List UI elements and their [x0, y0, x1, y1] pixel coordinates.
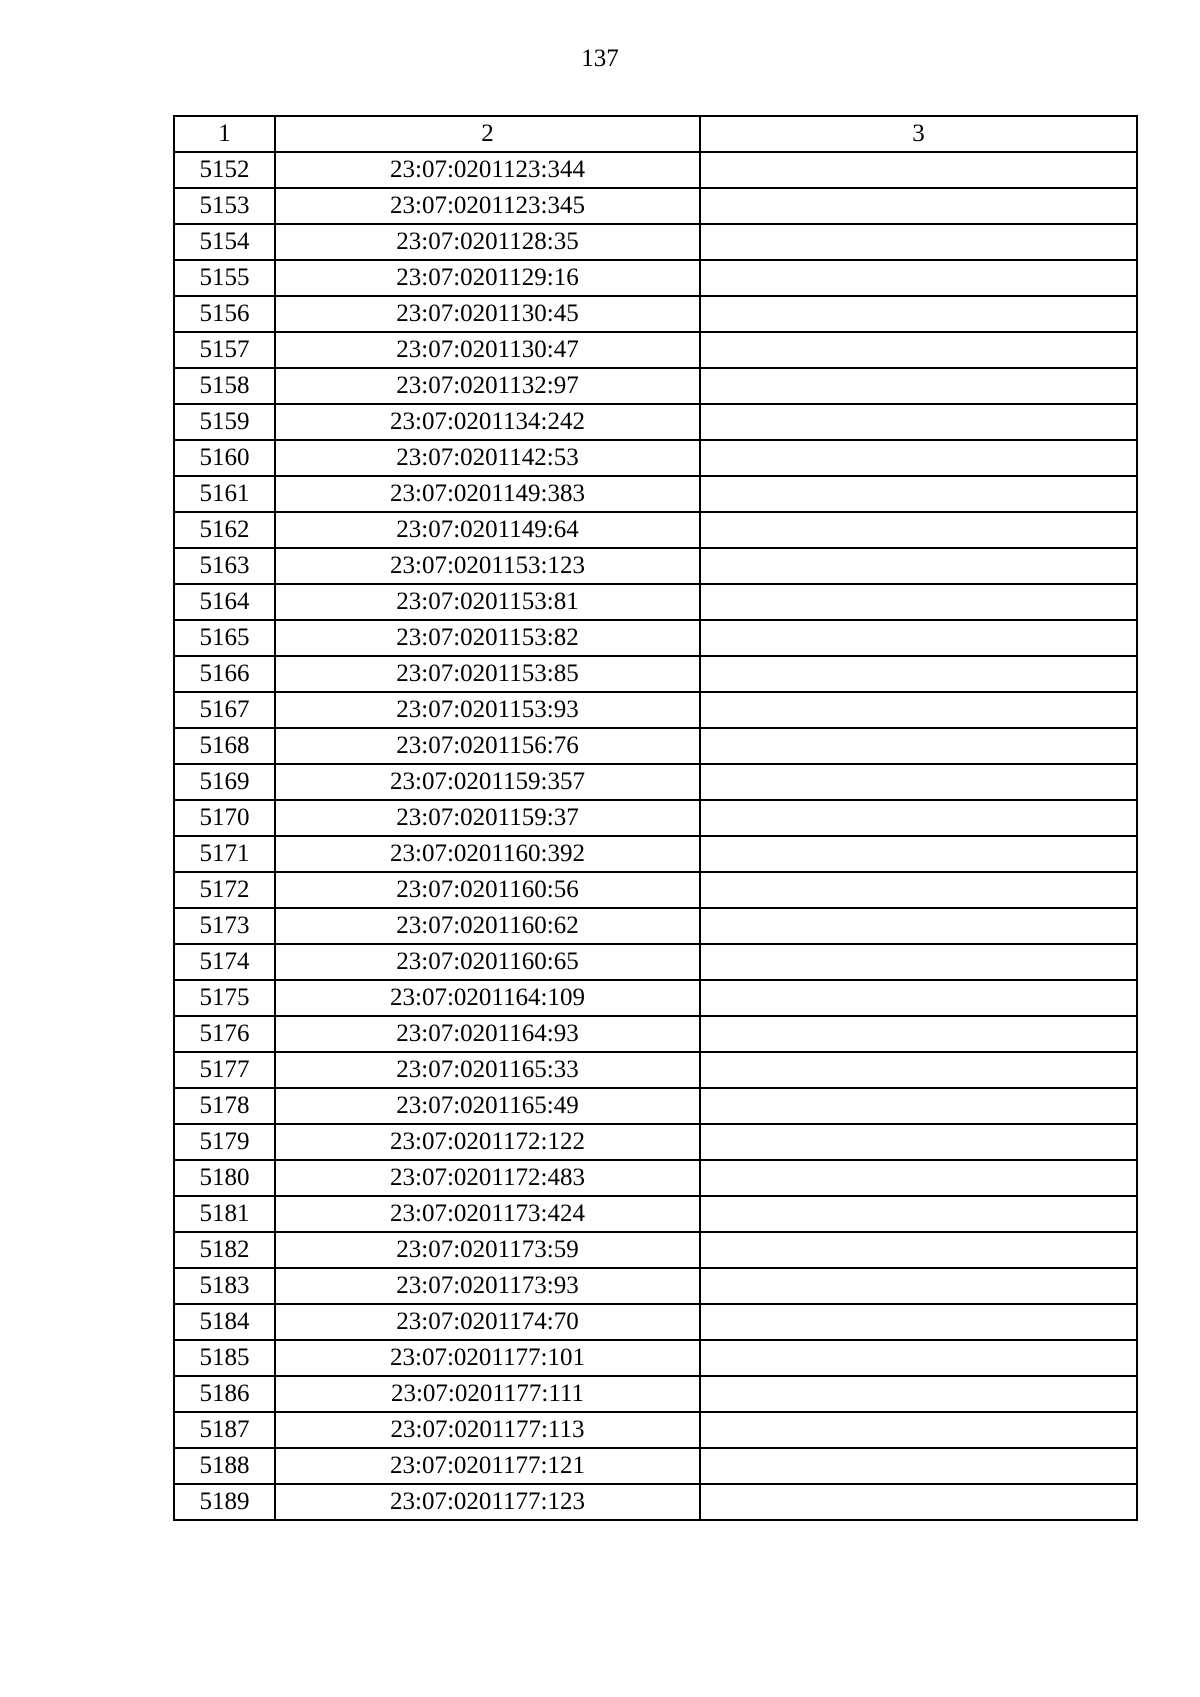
column-header-1: 1 — [174, 116, 275, 152]
row-number-cell: 5159 — [174, 404, 275, 440]
row-number-cell: 5169 — [174, 764, 275, 800]
cadastral-number-cell: 23:07:0201132:97 — [275, 368, 700, 404]
row-number-cell: 5164 — [174, 584, 275, 620]
row-number-cell: 5181 — [174, 1196, 275, 1232]
table-row — [174, 1196, 1137, 1232]
column-3-cell — [700, 1412, 1137, 1448]
table-row — [174, 1160, 1137, 1196]
table-row — [174, 980, 1137, 1016]
table-row — [174, 404, 1137, 440]
column-3-cell — [700, 944, 1137, 980]
table-row — [174, 1124, 1137, 1160]
row-number-cell: 5176 — [174, 1016, 275, 1052]
cadastral-number-cell: 23:07:0201160:65 — [275, 944, 700, 980]
row-number-cell: 5171 — [174, 836, 275, 872]
table-row — [174, 1088, 1137, 1124]
column-3-cell — [700, 980, 1137, 1016]
cadastral-number-cell: 23:07:0201160:392 — [275, 836, 700, 872]
column-3-cell — [700, 368, 1137, 404]
cadastral-number-cell: 23:07:0201164:93 — [275, 1016, 700, 1052]
column-3-cell — [700, 764, 1137, 800]
cadastral-number-cell: 23:07:0201164:109 — [275, 980, 700, 1016]
row-number-cell: 5177 — [174, 1052, 275, 1088]
column-3-cell — [700, 620, 1137, 656]
row-number-cell: 5158 — [174, 368, 275, 404]
column-3-cell — [700, 656, 1137, 692]
column-3-cell — [700, 512, 1137, 548]
cadastral-number-table — [173, 115, 1138, 1521]
row-number-cell: 5167 — [174, 692, 275, 728]
table-row — [174, 476, 1137, 512]
row-number-cell: 5178 — [174, 1088, 275, 1124]
row-number-cell: 5175 — [174, 980, 275, 1016]
row-number-cell: 5188 — [174, 1448, 275, 1484]
row-number-cell: 5155 — [174, 260, 275, 296]
cadastral-number-cell: 23:07:0201177:113 — [275, 1412, 700, 1448]
cadastral-number-cell: 23:07:0201153:85 — [275, 656, 700, 692]
cadastral-number-cell: 23:07:0201177:101 — [275, 1340, 700, 1376]
column-3-cell — [700, 1232, 1137, 1268]
row-number-cell: 5157 — [174, 332, 275, 368]
column-3-cell — [700, 1340, 1137, 1376]
cadastral-number-cell: 23:07:0201173:59 — [275, 1232, 700, 1268]
table-row — [174, 224, 1137, 260]
table-row — [174, 872, 1137, 908]
column-3-cell — [700, 152, 1137, 188]
column-3-cell — [700, 1160, 1137, 1196]
table-row — [174, 800, 1137, 836]
table-row — [174, 692, 1137, 728]
table-row — [174, 152, 1137, 188]
row-number-cell: 5173 — [174, 908, 275, 944]
row-number-cell: 5185 — [174, 1340, 275, 1376]
row-number-cell: 5189 — [174, 1484, 275, 1520]
column-3-cell — [700, 188, 1137, 224]
row-number-cell: 5174 — [174, 944, 275, 980]
column-3-cell — [700, 332, 1137, 368]
cadastral-number-cell: 23:07:0201177:123 — [275, 1484, 700, 1520]
table-row — [174, 1304, 1137, 1340]
cadastral-number-cell: 23:07:0201177:111 — [275, 1376, 700, 1412]
table-row — [174, 764, 1137, 800]
cadastral-number-cell: 23:07:0201177:121 — [275, 1448, 700, 1484]
row-number-cell: 5187 — [174, 1412, 275, 1448]
cadastral-number-cell: 23:07:0201123:345 — [275, 188, 700, 224]
table-row — [174, 332, 1137, 368]
column-3-cell — [700, 584, 1137, 620]
table-row — [174, 296, 1137, 332]
table-row — [174, 836, 1137, 872]
row-number-cell: 5154 — [174, 224, 275, 260]
row-number-cell: 5161 — [174, 476, 275, 512]
table-row — [174, 188, 1137, 224]
table-row — [174, 1412, 1137, 1448]
cadastral-number-cell: 23:07:0201172:483 — [275, 1160, 700, 1196]
row-number-cell: 5153 — [174, 188, 275, 224]
page-number: 137 — [581, 45, 619, 72]
cadastral-number-cell: 23:07:0201153:81 — [275, 584, 700, 620]
cadastral-number-cell: 23:07:0201149:64 — [275, 512, 700, 548]
table-row — [174, 620, 1137, 656]
column-3-cell — [700, 1088, 1137, 1124]
cadastral-number-cell: 23:07:0201153:93 — [275, 692, 700, 728]
column-3-cell — [700, 1304, 1137, 1340]
row-number-cell: 5182 — [174, 1232, 275, 1268]
cadastral-number-cell: 23:07:0201173:93 — [275, 1268, 700, 1304]
column-3-cell — [700, 1196, 1137, 1232]
cadastral-number-cell: 23:07:0201159:357 — [275, 764, 700, 800]
row-number-cell: 5168 — [174, 728, 275, 764]
row-number-cell: 5163 — [174, 548, 275, 584]
column-3-cell — [700, 800, 1137, 836]
column-3-cell — [700, 1016, 1137, 1052]
table-row — [174, 1016, 1137, 1052]
cadastral-number-cell: 23:07:0201159:37 — [275, 800, 700, 836]
column-3-cell — [700, 692, 1137, 728]
column-3-cell — [700, 836, 1137, 872]
column-header-2: 2 — [275, 116, 700, 152]
row-number-cell: 5172 — [174, 872, 275, 908]
table-row — [174, 944, 1137, 980]
row-number-cell: 5179 — [174, 1124, 275, 1160]
table-row — [174, 908, 1137, 944]
table-row — [174, 1268, 1137, 1304]
column-3-cell — [700, 1124, 1137, 1160]
cadastral-number-cell: 23:07:0201134:242 — [275, 404, 700, 440]
table-row — [174, 1340, 1137, 1376]
cadastral-number-cell: 23:07:0201128:35 — [275, 224, 700, 260]
row-number-cell: 5162 — [174, 512, 275, 548]
table-row — [174, 728, 1137, 764]
cadastral-number-cell: 23:07:0201142:53 — [275, 440, 700, 476]
cadastral-number-cell: 23:07:0201130:45 — [275, 296, 700, 332]
cadastral-number-cell: 23:07:0201149:383 — [275, 476, 700, 512]
table-body — [174, 152, 1137, 1520]
cadastral-number-cell: 23:07:0201165:33 — [275, 1052, 700, 1088]
row-number-cell: 5160 — [174, 440, 275, 476]
cadastral-number-cell: 23:07:0201174:70 — [275, 1304, 700, 1340]
cadastral-number-cell: 23:07:0201129:16 — [275, 260, 700, 296]
row-number-cell: 5183 — [174, 1268, 275, 1304]
table-row — [174, 260, 1137, 296]
column-header-3: 3 — [700, 116, 1137, 152]
column-3-cell — [700, 476, 1137, 512]
row-number-cell: 5165 — [174, 620, 275, 656]
cadastral-number-cell: 23:07:0201123:344 — [275, 152, 700, 188]
row-number-cell: 5156 — [174, 296, 275, 332]
column-3-cell — [700, 1052, 1137, 1088]
table-row — [174, 548, 1137, 584]
column-3-cell — [700, 1484, 1137, 1520]
column-3-cell — [700, 548, 1137, 584]
row-number-cell: 5184 — [174, 1304, 275, 1340]
table-row — [174, 1376, 1137, 1412]
table-row — [174, 368, 1137, 404]
row-number-cell: 5186 — [174, 1376, 275, 1412]
cadastral-number-cell: 23:07:0201165:49 — [275, 1088, 700, 1124]
column-3-cell — [700, 260, 1137, 296]
cadastral-number-cell: 23:07:0201160:56 — [275, 872, 700, 908]
table-row — [174, 1052, 1137, 1088]
cadastral-number-cell: 23:07:0201153:82 — [275, 620, 700, 656]
column-3-cell — [700, 1376, 1137, 1412]
row-number-cell: 5180 — [174, 1160, 275, 1196]
row-number-cell: 5170 — [174, 800, 275, 836]
column-3-cell — [700, 1268, 1137, 1304]
row-number-cell: 5152 — [174, 152, 275, 188]
column-3-cell — [700, 908, 1137, 944]
cadastral-number-cell: 23:07:0201172:122 — [275, 1124, 700, 1160]
table-row — [174, 1232, 1137, 1268]
cadastral-number-cell: 23:07:0201156:76 — [275, 728, 700, 764]
column-3-cell — [700, 872, 1137, 908]
cadastral-number-cell: 23:07:0201160:62 — [275, 908, 700, 944]
column-3-cell — [700, 1448, 1137, 1484]
table-row — [174, 584, 1137, 620]
table-row — [174, 440, 1137, 476]
column-3-cell — [700, 296, 1137, 332]
column-3-cell — [700, 404, 1137, 440]
row-number-cell: 5166 — [174, 656, 275, 692]
table-header-row — [174, 116, 1137, 152]
table-row — [174, 1448, 1137, 1484]
column-3-cell — [700, 224, 1137, 260]
table-row — [174, 512, 1137, 548]
table-row — [174, 656, 1137, 692]
table-row — [174, 1484, 1137, 1520]
column-3-cell — [700, 440, 1137, 476]
cadastral-number-cell: 23:07:0201153:123 — [275, 548, 700, 584]
cadastral-number-cell: 23:07:0201130:47 — [275, 332, 700, 368]
column-3-cell — [700, 728, 1137, 764]
cadastral-number-cell: 23:07:0201173:424 — [275, 1196, 700, 1232]
